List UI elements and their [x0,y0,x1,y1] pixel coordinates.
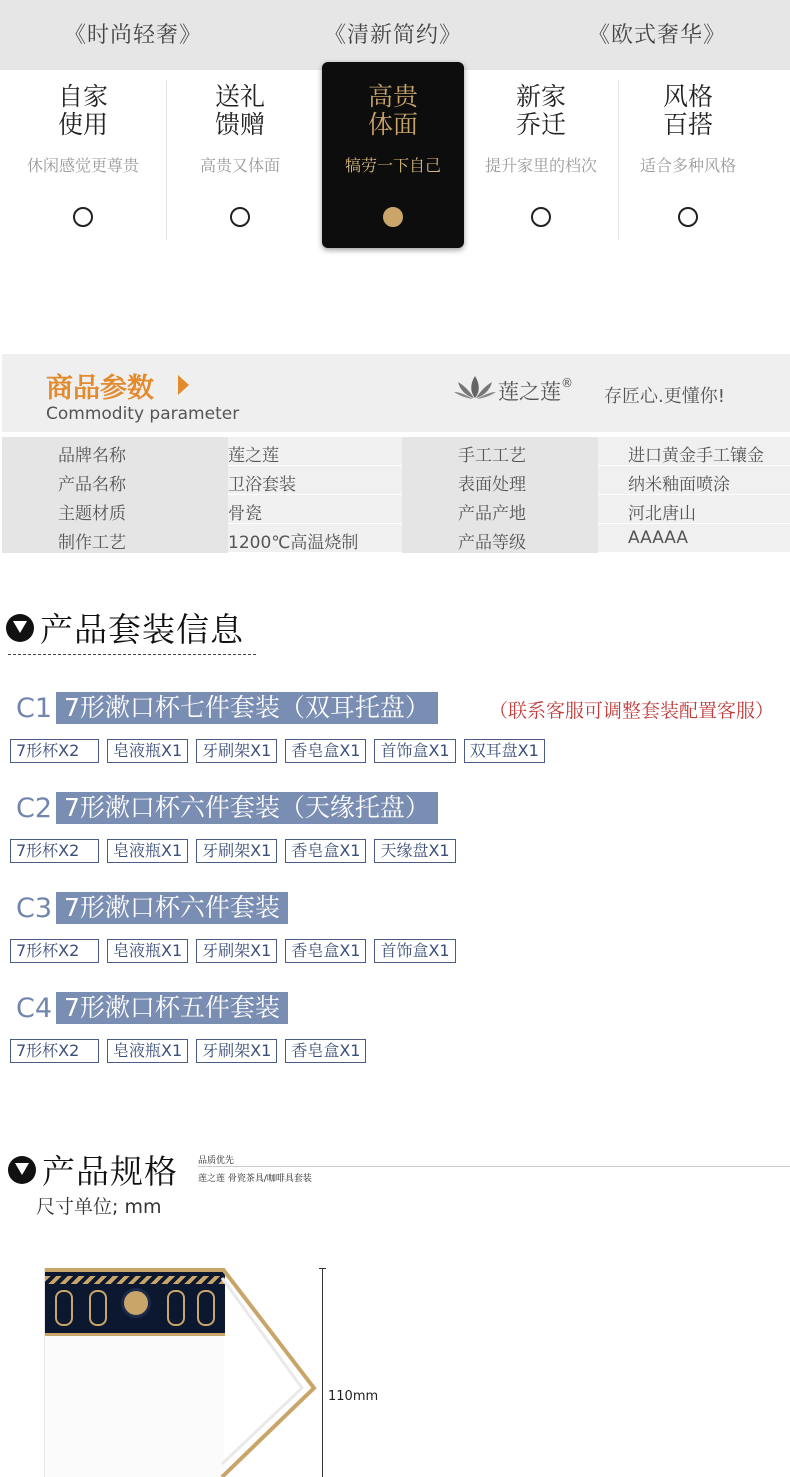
usage-subtitle: 休闲感觉更尊贵 [26,156,139,175]
table-row [2,524,790,553]
set-c4-items [10,1039,374,1063]
lotus-logo-icon [454,374,496,400]
set-code: C1 [16,692,53,724]
set-item-tag: 7形杯X2 [10,939,99,963]
style-label-fashion: 《时尚轻奢》 [64,23,203,48]
size-unit-label: 尺寸单位; mm [36,1196,162,1218]
param-key: 表面处理 [458,475,526,495]
set-item-tag: 香皂盒X1 [285,839,366,863]
set-c2-title [16,792,438,824]
product-cup-image [44,1268,224,1477]
param-value: 莲之莲 [228,446,279,466]
param-key: 产品名称 [58,475,126,495]
brand-name [498,376,573,406]
param-value: 河北唐山 [628,504,696,524]
table-row [2,437,790,466]
radio-dot-selected-icon[interactable] [383,207,403,227]
usage-card-newhome[interactable] [464,70,618,240]
cup-medallion-icon [121,1288,151,1318]
arrow-right-icon [178,375,189,395]
set-item-tag: 7形杯X2 [10,839,99,863]
brand-slogan: 存匠心.更懂你! [604,386,725,407]
param-key: 产品产地 [458,504,526,524]
set-c3-title [16,892,288,924]
set-c3-items [10,939,464,963]
set-item-tag: 牙刷架X1 [196,1039,277,1063]
usage-title: 送礼 馈赠 [214,82,265,139]
set-name: 7形漱口杯六件套装 [56,892,288,924]
sets-section-heading [6,604,244,651]
set-name: 7形漱口杯五件套装 [56,992,288,1024]
radio-dot-icon[interactable] [230,207,250,227]
param-key: 产品等级 [458,533,526,553]
param-value: 1200℃高温烧制 [228,533,359,553]
param-value: AAAAA [628,528,689,548]
radio-dot-icon[interactable] [678,207,698,227]
param-value: 进口黄金手工镶金 [628,446,764,466]
set-code: C2 [16,792,53,824]
set-item-tag: 皂液瓶X1 [107,1039,188,1063]
table-row [2,466,790,495]
spec-section-title: 产品规格 [42,1152,178,1191]
usage-card-gift[interactable] [166,70,314,240]
spec-tagline-top: 品质优先 [198,1156,235,1166]
params-title-en: Commodity parameter [46,404,240,424]
param-key: 制作工艺 [58,533,126,553]
set-item-tag: 皂液瓶X1 [107,739,188,763]
height-measure-label: 110mm [328,1389,379,1404]
param-value: 卫浴套装 [228,475,296,495]
height-measure-line [322,1268,323,1477]
set-code: C3 [16,892,53,924]
brand-text: 莲之莲 [498,380,561,404]
style-label-european: 《欧式奢华》 [588,23,727,48]
spec-divider [198,1166,790,1167]
param-value: 纳米釉面喷涂 [628,475,730,495]
usage-subtitle: 适合多种风格 [639,156,736,175]
style-bar [0,0,790,70]
set-config-note: （联系客服可调整套装配置客服） [489,700,775,722]
param-value: 骨瓷 [228,504,262,524]
params-header [2,354,790,432]
spec-tagline [198,1152,312,1188]
set-item-tag: 首饰盒X1 [374,939,455,963]
radio-dot-icon[interactable] [531,207,551,227]
usage-title: 高贵 体面 [367,82,418,139]
usage-card-home[interactable] [0,70,166,240]
set-item-tag: 皂液瓶X1 [107,939,188,963]
usage-subtitle: 犒劳一下自己 [344,156,441,175]
registered-mark: ® [561,376,573,390]
param-key: 手工工艺 [458,446,526,466]
params-table [2,437,790,553]
set-name: 7形漱口杯六件套装（天缘托盘） [56,792,438,824]
param-key: 品牌名称 [58,446,126,466]
style-label-fresh: 《清新简约》 [324,23,463,48]
usage-title: 新家 乔迁 [515,82,566,139]
set-item-tag: 7形杯X2 [10,739,99,763]
set-c1-title [16,692,438,724]
set-item-tag: 香皂盒X1 [285,1039,366,1063]
set-item-tag: 香皂盒X1 [285,939,366,963]
cup-decor-band [45,1268,225,1336]
set-item-tag: 7形杯X2 [10,1039,99,1063]
cup-handle-icon [218,1268,318,1477]
spec-section-heading [8,1146,178,1193]
usage-title: 风格 百搭 [662,82,713,139]
set-item-tag: 牙刷架X1 [196,939,277,963]
set-c2-items [10,839,464,863]
table-row [2,495,790,524]
usage-card-noble[interactable] [322,62,464,248]
set-code: C4 [16,992,53,1024]
section-arrow-icon [6,614,34,642]
usage-subtitle: 高贵又体面 [199,156,280,175]
set-item-tag: 牙刷架X1 [196,839,277,863]
sets-section-title: 产品套装信息 [40,610,244,649]
set-item-tag: 首饰盒X1 [374,739,455,763]
radio-dot-icon[interactable] [73,207,93,227]
set-item-tag: 双耳盘X1 [464,739,545,763]
set-c1-items [10,739,553,763]
set-item-tag: 皂液瓶X1 [107,839,188,863]
dashed-divider [8,654,256,655]
set-c4-title [16,992,288,1024]
set-item-tag: 香皂盒X1 [285,739,366,763]
usage-card-versatile[interactable] [618,70,758,240]
spec-tagline-bottom: 莲之莲 骨瓷茶具/咖啡具套装 [198,1174,312,1184]
param-key: 主题材质 [58,504,126,524]
set-name: 7形漱口杯七件套装（双耳托盘） [56,692,438,724]
set-item-tag: 牙刷架X1 [196,739,277,763]
usage-cards [0,70,790,250]
set-item-tag: 天缘盘X1 [374,839,455,863]
usage-title: 自家 使用 [57,82,108,139]
section-arrow-icon [8,1156,36,1184]
params-title: 商品参数 [46,373,154,404]
usage-subtitle: 提升家里的档次 [484,156,597,175]
